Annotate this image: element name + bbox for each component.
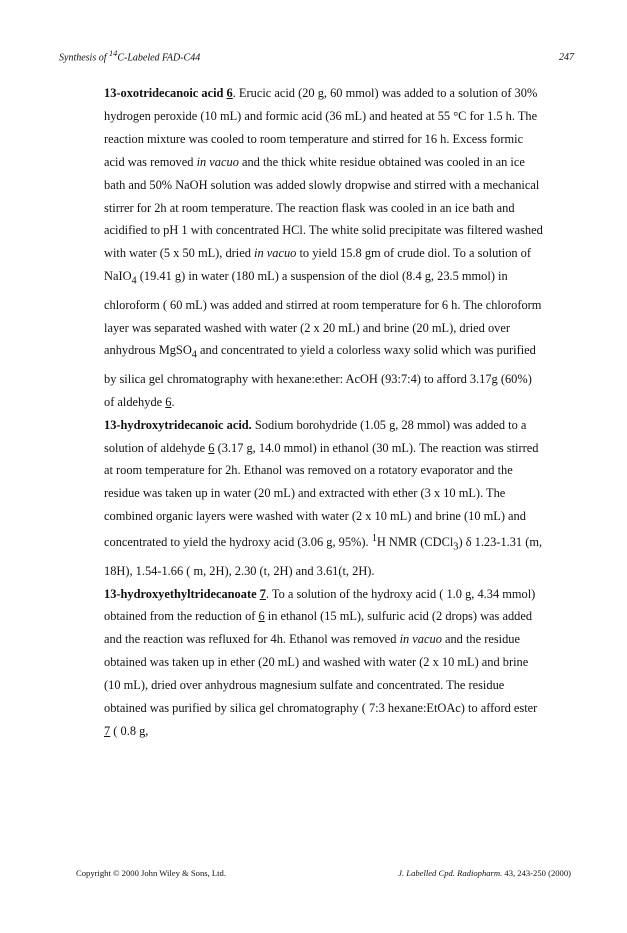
compound-ref: 7 xyxy=(259,586,266,601)
compound-ref: 6 xyxy=(208,440,215,455)
paragraph-oxotridecanoic-acid: 13-oxotridecanoic acid 6. Erucic acid (20 g, 60 mmol) was added to a solution of 30% hydrogen peroxide (10 mL) and formic acid (36 mL) and heated at 55 °C for 1.5 h. The reaction mixture was cooled to room temperature and stirred for 16 h. Excess formic acid was removed in vacuo and the thick white residue obtained was cooled in an ice bath and 50% NaOH solution was added slowly dropwise and stirred with a mechanical stirrer for 2h at room temperature. The reaction flask was cooled in an ice bath and acidified to pH 1 with concentrated HCl. The white solid precipitate was filtered washed with water (5 x 50 mL), dried in vacuo to yield 15.8 gm of crude diol. To a solution of NaIO$_4$ (19.41 g) in water (180 mL) a suspension of the diol (8.4 g, 23.5 mmol) in chloroform ( 60 mL) was added and stirred at room temperature for 6 h. The chloroform layer was separated washed with water (2 x 20 mL) and brine (20 mL), dried over anhydrous MgSO$_4$ and concentrated to yield a colorless waxy solid which was purified by silica gel chromatography with hexane:ether: AcOH (93:7:4) to afford 3.17g (60%) of aldehyde 6. xyxy=(104,86,543,409)
copyright-notice: Copyright © 2000 John Wiley & Sons, Ltd. xyxy=(76,868,226,878)
superscript: 1 xyxy=(371,533,377,545)
subscript: 4 xyxy=(131,275,137,287)
running-title: Synthesis of $^{14}$C-Labeled FAD-C44 xyxy=(59,49,201,64)
paragraph-hydroxyethyltridecanoate: 13-hydroxyethyltridecanoate 7. To a solution of the hydroxy acid ( 1.0 g, 4.34 mmol) obtained from the reduction of 6 in ethanol (15 mL), sulfuric acid (2 drops) was added and the reaction was refluxed for 4h. Ethanol was removed in vacuo and the residue obtained was taken up in ether (20 mL) and washed with water (2 x 10 mL) and brine (10 mL), dried over anhydrous magnesium sulfate and concentrated. The residue obtained was purified by silica gel chromatography ( 7:3 hexane:EtOAc) to afford ester 7 ( 0.8 g, xyxy=(104,586,538,738)
subscript: 3 xyxy=(453,541,459,553)
page-number: 247 xyxy=(559,52,574,64)
body-text xyxy=(104,82,544,743)
isotope-superscript: 14 xyxy=(109,49,118,58)
compound-ref: 7 xyxy=(104,724,111,738)
italic-text: in vacuo xyxy=(399,632,442,647)
italic-text: in vacuo xyxy=(196,154,239,169)
journal-citation: J. Labelled Cpd. Radiopharm. 43, 243-250 (2000) xyxy=(398,868,571,878)
compound-ref: 6 xyxy=(258,609,265,624)
italic-text: in vacuo xyxy=(254,246,297,261)
journal-name: J. Labelled Cpd. Radiopharm. xyxy=(398,868,503,878)
subscript: 4 xyxy=(191,349,197,361)
section-heading: 13-oxotridecanoic acid 6 xyxy=(104,86,233,100)
page-footer xyxy=(76,868,571,878)
section-heading: 13-hydroxyethyltridecanoate 7 xyxy=(104,586,266,601)
page-header xyxy=(59,49,574,63)
compound-ref: 6 xyxy=(165,394,172,409)
compound-ref: 6 xyxy=(226,86,233,100)
paragraph-hydroxytridecanoic-acid: 13-hydroxytridecanoic acid. Sodium borohydride (1.05 g, 28 mmol) was added to a solution of aldehyde 6 (3.17 g, 14.0 mmol) in ethanol (30 mL). The reaction was stirred at room temperature for 2h. Ethanol was removed on a rotatory evaporator and the residue was taken up in water (20 mL) and extracted with ether (3 x 10 mL). The combined organic layers were washed with water (2 x 10 mL) and brine (10 mL) and concentrated to yield the hydroxy acid (3.06 g, 95%). $^1$H NMR (CDCl$_3$) δ 1.23-1.31 (m, 18H), 1.54-1.66 ( m, 2H), 2.30 (t, 2H) and 3.61(t, 2H). xyxy=(104,417,543,578)
section-heading: 13-hydroxytridecanoic acid. xyxy=(104,417,252,432)
